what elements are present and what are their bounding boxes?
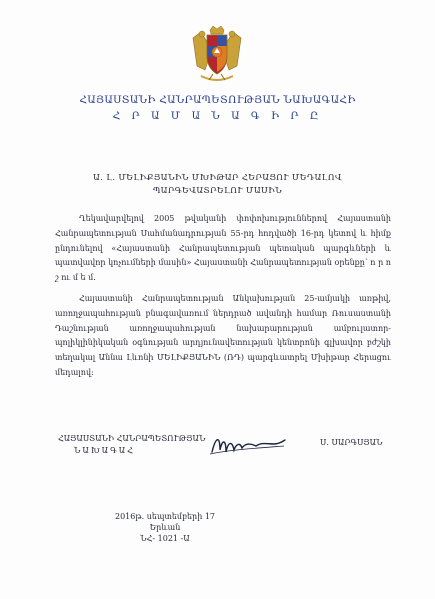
body-paragraph-1: Ղեկավարվելով 2005 թվականի փոփոխություններով Հայաստանի Հանրապետության Սահմանադրության 55-րդ հոդվածի 16-րդ կետով և հիմք ընդունելով «Հայաստանի Հանրապետության պետական պարգևների և պատվավոր կոչումների մասին» Հայաստանի Հանրապետության օրենքը՝ ո ր ո շ ու մ ե մ.: [55, 214, 391, 283]
signer-position-line1: ՀԱՅԱՍՏԱՆԻ ՀԱՆՐԱՊԵՏՈՒԹՅԱՆ: [58, 434, 206, 443]
signer-position: [58, 433, 205, 457]
body-paragraph-2: Հայաստանի Հանրապետության Անկախության 25-ամյակի առթիվ, առողջապահության բնագավառում ներդրած ավանդի համար Ռուսաստանի Դաշնության առողջապահության նախարարության ամբուլատոր-պոլիկլինիկական օգնության արդյունավետության կենտրոնի գլխավոր բժշկի տեղակալ Աննա Լևոնի ՄԵԼԻՔՅԱՆԻՆ (ՌԴ) պարգևատրել Մխիթար Հերացու մեդալով:: [55, 293, 391, 377]
decree-title-line2: ՊԱՐԳԵՎԱՏՐԵԼՈՒ ՄԱՍԻՆ: [152, 186, 283, 196]
coat-of-arms-emblem: [185, 24, 249, 88]
decree-title-line1: Ա. Լ. ՄԵԼԻՔՅԱՆԻՆ ՄԽԻԹԱՐ ՀԵՐԱՑՈՒ ՄԵԴԱԼՈՎ: [93, 173, 342, 183]
decree-body: [55, 212, 391, 387]
decree-meta: [85, 511, 245, 544]
decree-number: ՆՀ- 1021 -Ա: [140, 534, 190, 543]
header-institution: ՀԱՅԱՍՏԱՆԻ ՀԱՆՐԱՊԵՏՈՒԹՅԱՆ ՆԱԽԱԳԱՀԻ: [79, 94, 356, 106]
handwritten-signature: [208, 432, 288, 458]
decree-city: Երևան: [149, 523, 181, 532]
decree-date: 2016թ. սեպտեմբերի 17: [115, 512, 215, 521]
header-document-type: Հ Ր Ա Մ Ա Ն Ա Գ Ի Ր Ը: [112, 110, 323, 122]
signer-position-line2: ՆԱԽԱԳԱՀ: [74, 446, 135, 455]
signer-name: Ս. ՍԱՐԳՍՅԱՆ: [320, 438, 383, 447]
